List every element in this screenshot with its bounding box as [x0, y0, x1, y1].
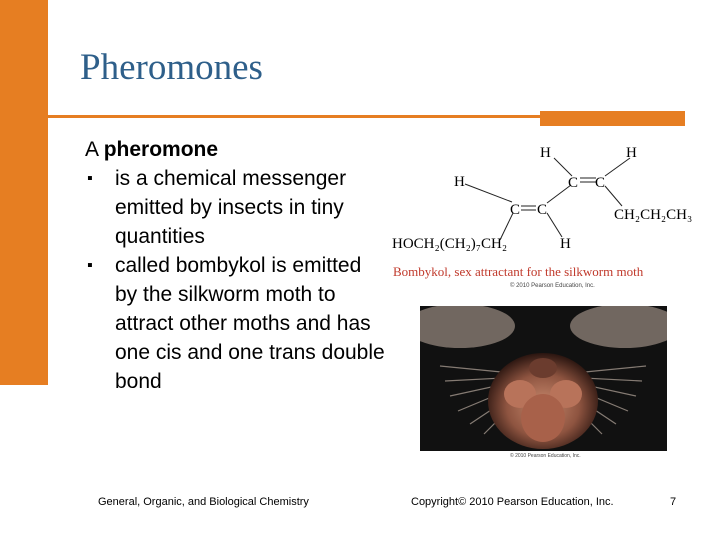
- structure-copyright: © 2010 Pearson Education, Inc.: [510, 283, 595, 289]
- h-atom: H: [454, 174, 465, 190]
- square-bullet-icon: ▪: [87, 257, 93, 274]
- h-atom: H: [540, 145, 551, 161]
- c-atom: C: [510, 202, 521, 218]
- moth-illustration: [420, 306, 667, 451]
- footer-course-title: General, Organic, and Biological Chemistry: [98, 496, 309, 508]
- bond: [465, 184, 512, 202]
- left-chain: HOCH₂(CH₂)₇CH₂: [392, 236, 508, 252]
- bullet-text: is a chemical messenger emitted by insects in tiny quantities: [115, 167, 347, 248]
- bond: [554, 158, 572, 176]
- bullet-item: [85, 164, 385, 251]
- intro-line: [85, 135, 385, 164]
- slide-title: Pheromones: [80, 47, 263, 88]
- c-atom: C: [595, 175, 606, 191]
- slide-body: [85, 135, 385, 396]
- c-atom: C: [537, 202, 548, 218]
- photo-copyright: © 2010 Pearson Education, Inc.: [510, 453, 581, 459]
- title-underline-block: [540, 111, 685, 126]
- structure-caption: Bombykol, sex attractant for the silkworm moth: [393, 264, 644, 279]
- bullet-item: [85, 251, 385, 396]
- right-chain: CH₂CH₂CH₃: [614, 207, 693, 223]
- left-accent-bar: [0, 0, 48, 385]
- structure-diagram: [390, 140, 715, 260]
- bond: [547, 213, 562, 237]
- silkworm-moth-photo: [420, 306, 667, 451]
- c-atom: C: [568, 175, 579, 191]
- slide-number: 7: [670, 496, 677, 508]
- square-bullet-icon: ▪: [87, 170, 93, 187]
- bombykol-structure: [390, 140, 715, 260]
- footer-copyright: Copyright© 2010 Pearson Education, Inc.: [411, 496, 614, 508]
- h-atom: H: [626, 145, 637, 161]
- intro-lead: A: [85, 138, 104, 161]
- h-atom: H: [560, 236, 571, 252]
- bond: [605, 186, 622, 206]
- bullet-text: called bombykol is emitted by the silkworm moth to attract other moths and has one cis and one trans double bond: [115, 254, 385, 393]
- intro-term: pheromone: [103, 138, 219, 161]
